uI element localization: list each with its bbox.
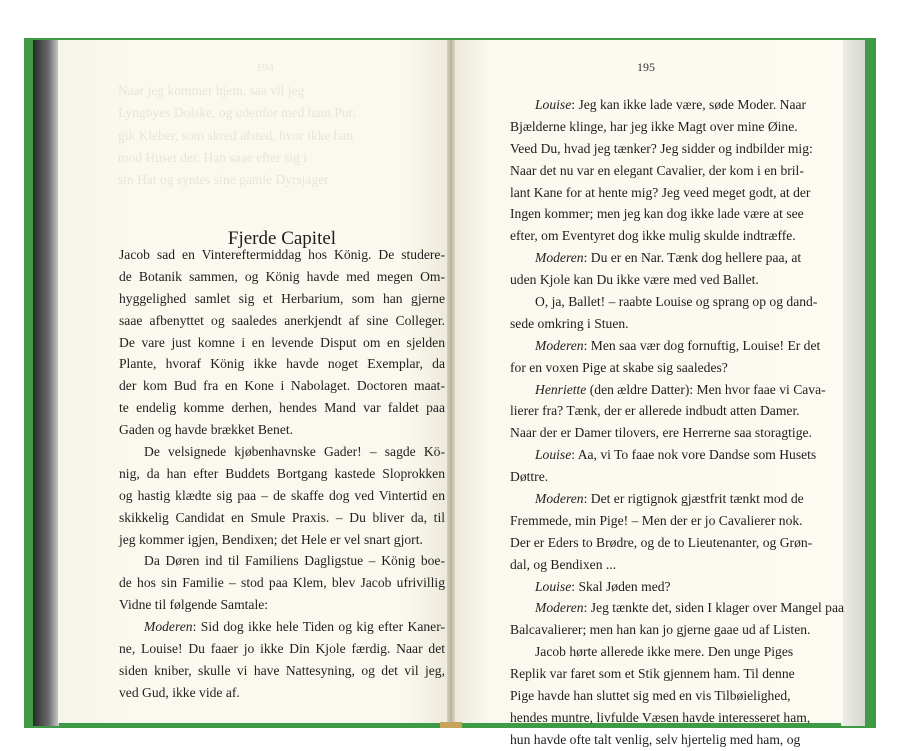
show-through-line: Naar jeg kommer hjem, saa vil jeg — [118, 83, 305, 98]
line-text: Replik var faret som et Stik gjennem ham. Til denne — [510, 666, 795, 682]
line-text: de hos sin Familie – stod paa Klem, blev Jacob ufrivillig — [119, 575, 445, 591]
line-text: Pige havde han sluttet sig med en vis Tilbøielighed, — [510, 688, 791, 704]
text-line — [510, 707, 811, 729]
left-page-text — [119, 244, 445, 704]
speaker-name: Moderen — [144, 619, 193, 635]
speaker-name: Henriette — [535, 381, 587, 397]
line-text: Jacob sad en Vintereftermiddag hos König. De studere- — [119, 247, 445, 262]
text-line — [510, 619, 811, 641]
page-block-left-edge — [33, 40, 59, 726]
speaker-name: Moderen — [535, 600, 584, 616]
show-through-line: gik Kleber, som skred afsted, hvor ikke han — [118, 127, 354, 143]
show-through-line: mod Huset der. Han saae efter sig i — [118, 149, 307, 165]
text-line — [510, 94, 807, 116]
line-text: lant Kane for at hente mig? Jeg veed meget godt, at der — [510, 184, 811, 200]
speaker-name: Moderen — [535, 491, 584, 507]
line-text: nig, da han efter Buddets Bortgang kastede Sloprokken — [119, 465, 445, 481]
line-text: hendes muntre, livfulde Væsen havde interesseret ham, — [510, 709, 811, 725]
line-text: Balcavalierer; men han kan jo gjerne gaae ud af Listen. — [510, 622, 811, 638]
line-text: Da Døren ind til Familiens Dagligstue – König boe- — [144, 553, 445, 569]
line-text: Jacob hørte allerede ikke mere. Den unge Piges — [535, 644, 794, 660]
line-text: Der er Eders to Brødre, og de to Lieutenanter, og Grøn- — [510, 534, 813, 550]
right-page-text — [510, 94, 845, 751]
line-text: : Du er en Nar. Tænk dog hellere paa, at — [583, 250, 802, 266]
line-text: Naar der er Damer tilovers, ere Herrerne saa storagtige. — [510, 425, 812, 441]
line-text: og hastig klædte sig paa – de skaffe dog ved Vintertid en — [119, 487, 445, 503]
line-text: te endelig komme derhen, hendes Mand var faldet paa — [119, 400, 445, 416]
show-through-line: sin Hat og syntes sine gamle Dyrsjager — [118, 172, 329, 188]
line-text: : Sid dog ikke hele Tiden og kig efter Kaner- — [192, 619, 445, 635]
speaker-name: Louise — [535, 578, 572, 594]
text-line — [119, 310, 445, 332]
line-text: : Men saa vær dog fornuftig, Louise! Er det — [583, 337, 821, 353]
text-line — [119, 375, 445, 397]
text-line — [119, 463, 445, 485]
text-line — [119, 332, 445, 354]
line-text: efter, om Eventyret dog ikke mulig skulde indtræffe. — [510, 228, 796, 244]
text-line — [510, 160, 804, 182]
text-line — [510, 576, 785, 598]
line-text: : Jeg tænkte det, siden I klager over Mangel paa — [583, 600, 845, 616]
line-text: : Det er rigtignok gjæstfrit tænkt mod de — [583, 491, 804, 507]
line-text: : Aa, vi To faae nok vore Dandse som Husets — [571, 447, 817, 463]
line-text: Veed Du, hvad jeg tænker? Jeg sidder og indbilder mig: — [510, 140, 813, 156]
speaker-name: Moderen — [535, 250, 584, 266]
line-text: siden kniber, skulle vi have Nattesyning, og det vil jeg, — [119, 662, 445, 678]
line-text: Gaden og havde brækket Benet. — [119, 422, 294, 438]
line-text: Plante, hvoraf König ikke havde noget Exemplar, da — [119, 356, 445, 372]
text-line — [119, 507, 445, 529]
text-line — [510, 138, 813, 160]
text-line — [510, 685, 791, 707]
text-line — [119, 638, 445, 660]
line-text: skikkelig Candidat en Smule Praxis. – Du bliver da, til — [119, 509, 445, 525]
text-line — [510, 510, 803, 532]
line-text: saae afbenyttet og saaledes anerkjendt af sine Colleger. — [119, 312, 445, 328]
line-text: der kom Bud fra en Kone i Nabolaget. Doctoren maat- — [119, 378, 445, 394]
line-text: uden Kjole kan Du ikke være med ved Ballet. — [510, 272, 759, 288]
line-text: ne, Louise! Du faaer jo ikke Din Kjole færdig. Naar det — [119, 641, 445, 657]
text-line — [119, 660, 445, 682]
text-line — [510, 203, 804, 225]
text-line — [510, 357, 785, 379]
text-line — [510, 422, 812, 444]
page-number: 195 — [637, 60, 655, 74]
text-line — [510, 729, 801, 751]
show-through-text — [118, 60, 438, 191]
speaker-name: Louise — [535, 447, 572, 463]
text-line — [510, 597, 845, 619]
line-text: Ingen kommer; men jeg kan dog ikke lade være at see — [510, 206, 804, 222]
text-line — [119, 485, 445, 507]
line-text: : Jeg kan ikke lade være, søde Moder. Naar — [571, 97, 807, 112]
text-line — [119, 594, 445, 616]
text-line — [510, 663, 795, 685]
line-text: hun havde ofte talt venlig, selv hjertelig med ham, og — [510, 731, 801, 747]
line-text: for en voxen Pige at skabe sig saaledes? — [510, 359, 728, 375]
line-text: jeg kommer igjen, Bendixen; det Hele er vel snart gjort. — [119, 531, 423, 547]
text-line — [119, 616, 445, 638]
line-text: ved Gud, ikke vide af. — [119, 684, 240, 700]
line-text: : Skal Jøden med? — [571, 578, 671, 594]
text-line — [119, 419, 445, 441]
line-text: O, ja, Ballet! – raabte Louise og sprang op og dand- — [535, 294, 818, 310]
text-line — [510, 379, 826, 401]
text-line — [510, 247, 802, 269]
page-block-right-edge — [841, 40, 865, 726]
line-text: de Botanik sammen, og König havde med megen Om- — [119, 268, 445, 284]
chapter-title: Fjerde Capitel — [227, 228, 337, 249]
line-text: Naar det nu var en elegant Cavalier, der kom i en bril- — [510, 162, 804, 178]
text-line — [119, 288, 445, 310]
line-text: dal, og Bendixen ... — [510, 556, 617, 572]
text-line — [510, 291, 818, 313]
line-text: hyggelighed samlet sig et Herbarium, som han gjerne — [119, 290, 445, 306]
text-line — [510, 466, 785, 488]
text-line — [510, 269, 785, 291]
line-text: Vidne til følgende Samtale: — [119, 597, 269, 613]
text-line — [510, 182, 811, 204]
text-line — [510, 532, 813, 554]
line-text: lierer fra? Tænk, der er allerede indbudt atten Damer. — [510, 403, 800, 419]
line-text: De vare just komne i en levende Disput om en sjelden — [119, 334, 445, 350]
text-line — [510, 335, 821, 357]
headband — [440, 722, 462, 728]
line-text: Døttre. — [510, 469, 549, 485]
text-line — [119, 550, 445, 572]
text-line — [119, 529, 445, 551]
show-through-lines — [118, 80, 438, 191]
text-line — [510, 116, 798, 138]
text-line — [510, 488, 804, 510]
text-line — [510, 641, 794, 663]
show-through-page-number: 194 — [256, 60, 274, 74]
line-text: (den ældre Datter): Men hvor faae vi Cava- — [586, 381, 826, 397]
text-line — [119, 353, 445, 375]
text-line — [510, 444, 817, 466]
line-text: Bjælderne klinge, har jeg ikke Magt over mine Øine. — [510, 118, 798, 134]
text-line — [119, 397, 445, 419]
line-text: De velsignede kjøbenhavnske Gader! – sagde Kö- — [144, 444, 445, 460]
show-through-line: Lyngbyes Dolske, og udenfor med ham Pur, — [118, 105, 356, 121]
text-line — [510, 225, 796, 247]
text-line — [119, 244, 445, 266]
text-line — [119, 441, 445, 463]
text-line — [119, 266, 445, 288]
line-text: sede omkring i Stuen. — [510, 315, 629, 331]
text-line — [510, 400, 800, 422]
speaker-name: Louise — [535, 97, 572, 112]
text-line — [510, 554, 785, 576]
text-line — [119, 682, 445, 704]
text-line — [510, 313, 785, 335]
speaker-name: Moderen — [535, 337, 584, 353]
line-text: Fremmede, min Pige! – Men der er jo Cavalierer nok. — [510, 512, 803, 528]
book-gutter — [447, 40, 455, 726]
text-line — [119, 572, 445, 594]
